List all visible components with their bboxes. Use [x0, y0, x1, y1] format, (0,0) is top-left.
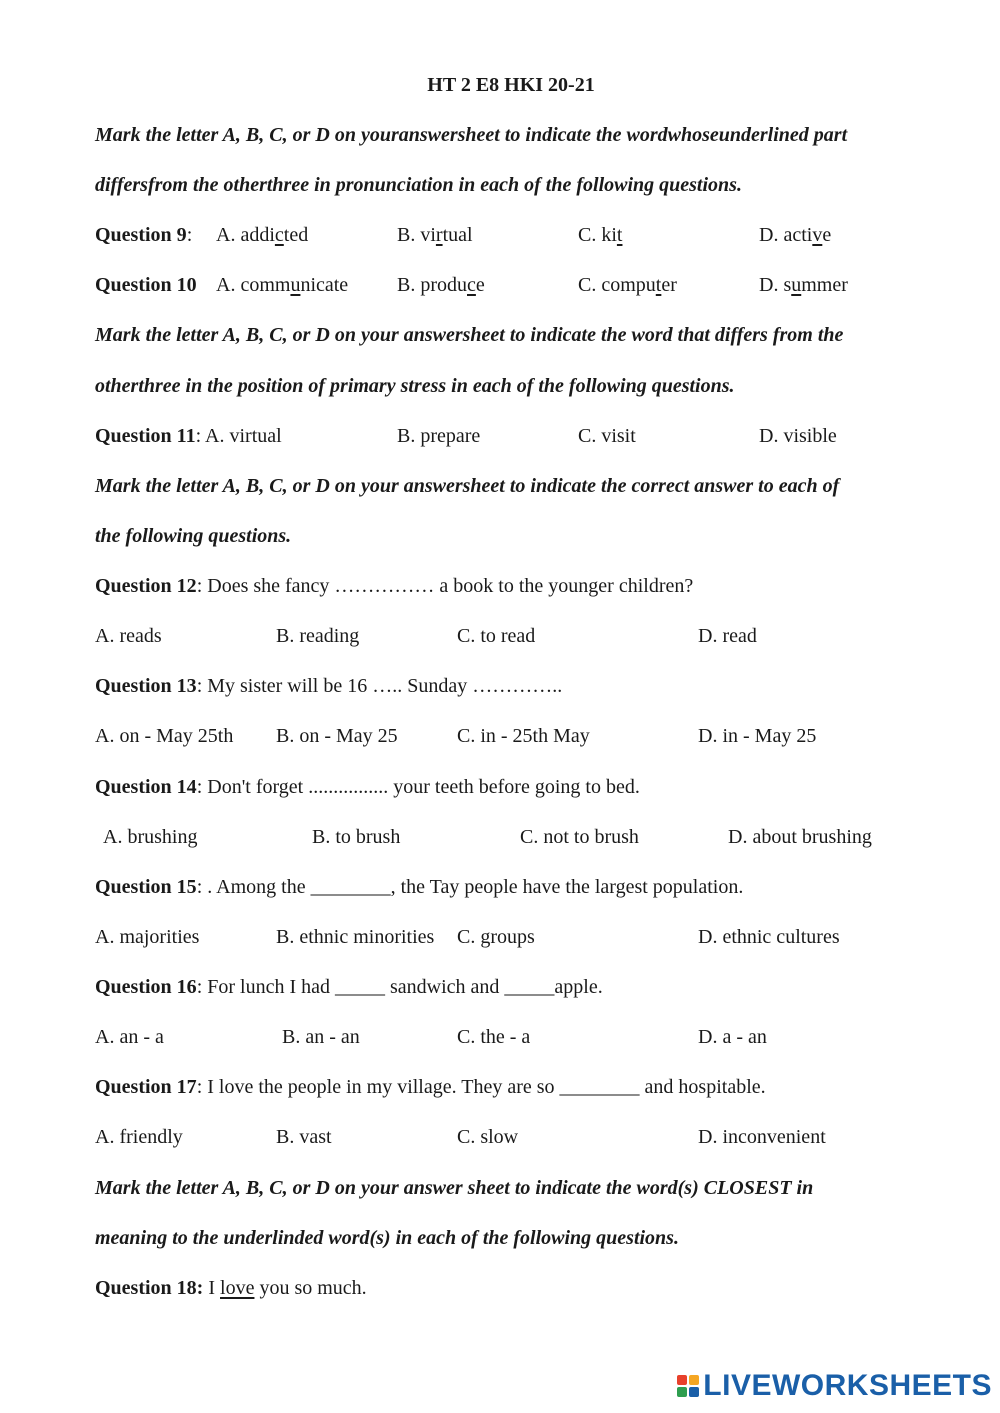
- q12-option-a[interactable]: A. reads: [95, 625, 162, 647]
- q9-option-b[interactable]: B. virtual: [397, 224, 473, 246]
- q9-option-c[interactable]: C. kit: [578, 224, 623, 246]
- q10-option-c[interactable]: C. computer: [578, 274, 677, 296]
- logo-icon: [677, 1375, 699, 1397]
- question-11[interactable]: Question 11: A. virtual: [95, 425, 282, 447]
- question-label: Question 18:: [95, 1277, 204, 1299]
- q11-option-d[interactable]: D. visible: [759, 425, 837, 447]
- q13-option-a[interactable]: A. on - May 25th: [95, 725, 234, 747]
- logo-square-red: [677, 1375, 687, 1385]
- question-label: Question 17: [95, 1076, 197, 1098]
- question-label: Question 16: [95, 976, 197, 998]
- question-13: Question 13: My sister will be 16 ….. Sunday …………..: [95, 675, 563, 697]
- question-15: Question 15: . Among the ________, the Tay people have the largest population.: [95, 876, 744, 898]
- q13-option-d[interactable]: D. in - May 25: [698, 725, 817, 747]
- question-17: Question 17: I love the people in my village. They are so ________ and hospitable.: [95, 1076, 766, 1098]
- instruction-pronunciation-cont: differsfrom the otherthree in pronunciation in each of the following questions.: [95, 174, 742, 196]
- question-label: Question 11: [95, 425, 196, 447]
- q16-option-d[interactable]: D. a - an: [698, 1026, 767, 1048]
- liveworksheets-logo: [677, 1369, 992, 1403]
- q13-option-b[interactable]: B. on - May 25: [276, 725, 398, 747]
- instruction-closest: Mark the letter A, B, C, or D on your answer sheet to indicate the word(s) CLOSEST in: [95, 1177, 814, 1199]
- q14-option-a[interactable]: A. brushing: [103, 826, 198, 848]
- page-title: HT 2 E8 HKI 20-21: [427, 74, 595, 96]
- question-18: Question 18: I love you so much.: [95, 1277, 367, 1299]
- q16-option-b[interactable]: B. an - an: [282, 1026, 360, 1048]
- question-9: Question 9:: [95, 224, 193, 246]
- logo-square-green: [677, 1387, 687, 1397]
- instruction-correct-cont: the following questions.: [95, 525, 292, 547]
- q13-option-c[interactable]: C. in - 25th May: [457, 725, 590, 747]
- q10-option-d[interactable]: D. summer: [759, 274, 848, 296]
- underlined-word: love: [220, 1277, 255, 1299]
- q11-option-c[interactable]: C. visit: [578, 425, 636, 447]
- q17-option-b[interactable]: B. vast: [276, 1126, 332, 1148]
- q16-option-a[interactable]: A. an - a: [95, 1026, 164, 1048]
- question-label: Question 13: [95, 675, 197, 697]
- q15-option-a[interactable]: A. majorities: [95, 926, 200, 948]
- instruction-stress: Mark the letter A, B, C, or D on your answersheet to indicate the word that differs from the: [95, 324, 844, 346]
- instruction-stress-cont: otherthree in the position of primary stress in each of the following questions.: [95, 375, 735, 397]
- q12-option-d[interactable]: D. read: [698, 625, 757, 647]
- q15-option-d[interactable]: D. ethnic cultures: [698, 926, 840, 948]
- q10-option-a[interactable]: A. communicate: [216, 274, 349, 296]
- logo-square-orange: [689, 1375, 699, 1385]
- q17-option-a[interactable]: A. friendly: [95, 1126, 183, 1148]
- instruction-closest-cont: meaning to the underlinded word(s) in each of the following questions.: [95, 1227, 679, 1249]
- q12-option-c[interactable]: C. to read: [457, 625, 536, 647]
- q9-option-a[interactable]: A. addicted: [216, 224, 309, 246]
- q14-option-d[interactable]: D. about brushing: [728, 826, 872, 848]
- q14-option-c[interactable]: C. not to brush: [520, 826, 639, 848]
- q15-option-c[interactable]: C. groups: [457, 926, 535, 948]
- question-label: Question 9: [95, 224, 187, 246]
- question-label: Question 14: [95, 776, 197, 798]
- question-14: Question 14: Don't forget ................ your teeth before going to bed.: [95, 776, 640, 798]
- question-label: Question 12: [95, 575, 197, 597]
- logo-square-blue: [689, 1387, 699, 1397]
- question-10: [95, 272, 197, 298]
- logo-text: LIVEWORKSHEETS: [703, 1369, 992, 1402]
- q10-option-b[interactable]: B. produce: [397, 274, 485, 296]
- q9-option-d[interactable]: D. active: [759, 224, 832, 246]
- question-label: Question 15: [95, 876, 197, 898]
- question-12: Question 12: Does she fancy …………… a book to the younger children?: [95, 575, 694, 597]
- q16-option-c[interactable]: C. the - a: [457, 1026, 531, 1048]
- q11-option-b[interactable]: B. prepare: [397, 425, 481, 447]
- instruction-pronunciation: Mark the letter A, B, C, or D on youranswersheet to indicate the wordwhoseunderlined part: [95, 124, 848, 146]
- question-label: Question 10: [95, 274, 197, 296]
- instruction-correct: Mark the letter A, B, C, or D on your answersheet to indicate the correct answer to each of: [95, 475, 840, 497]
- question-16: Question 16: For lunch I had _____ sandwich and _____apple.: [95, 976, 603, 998]
- q15-option-b[interactable]: B. ethnic minorities: [276, 926, 435, 948]
- q12-option-b[interactable]: B. reading: [276, 625, 360, 647]
- q17-option-d[interactable]: D. inconvenient: [698, 1126, 826, 1148]
- q17-option-c[interactable]: C. slow: [457, 1126, 519, 1148]
- q14-option-b[interactable]: B. to brush: [312, 826, 401, 848]
